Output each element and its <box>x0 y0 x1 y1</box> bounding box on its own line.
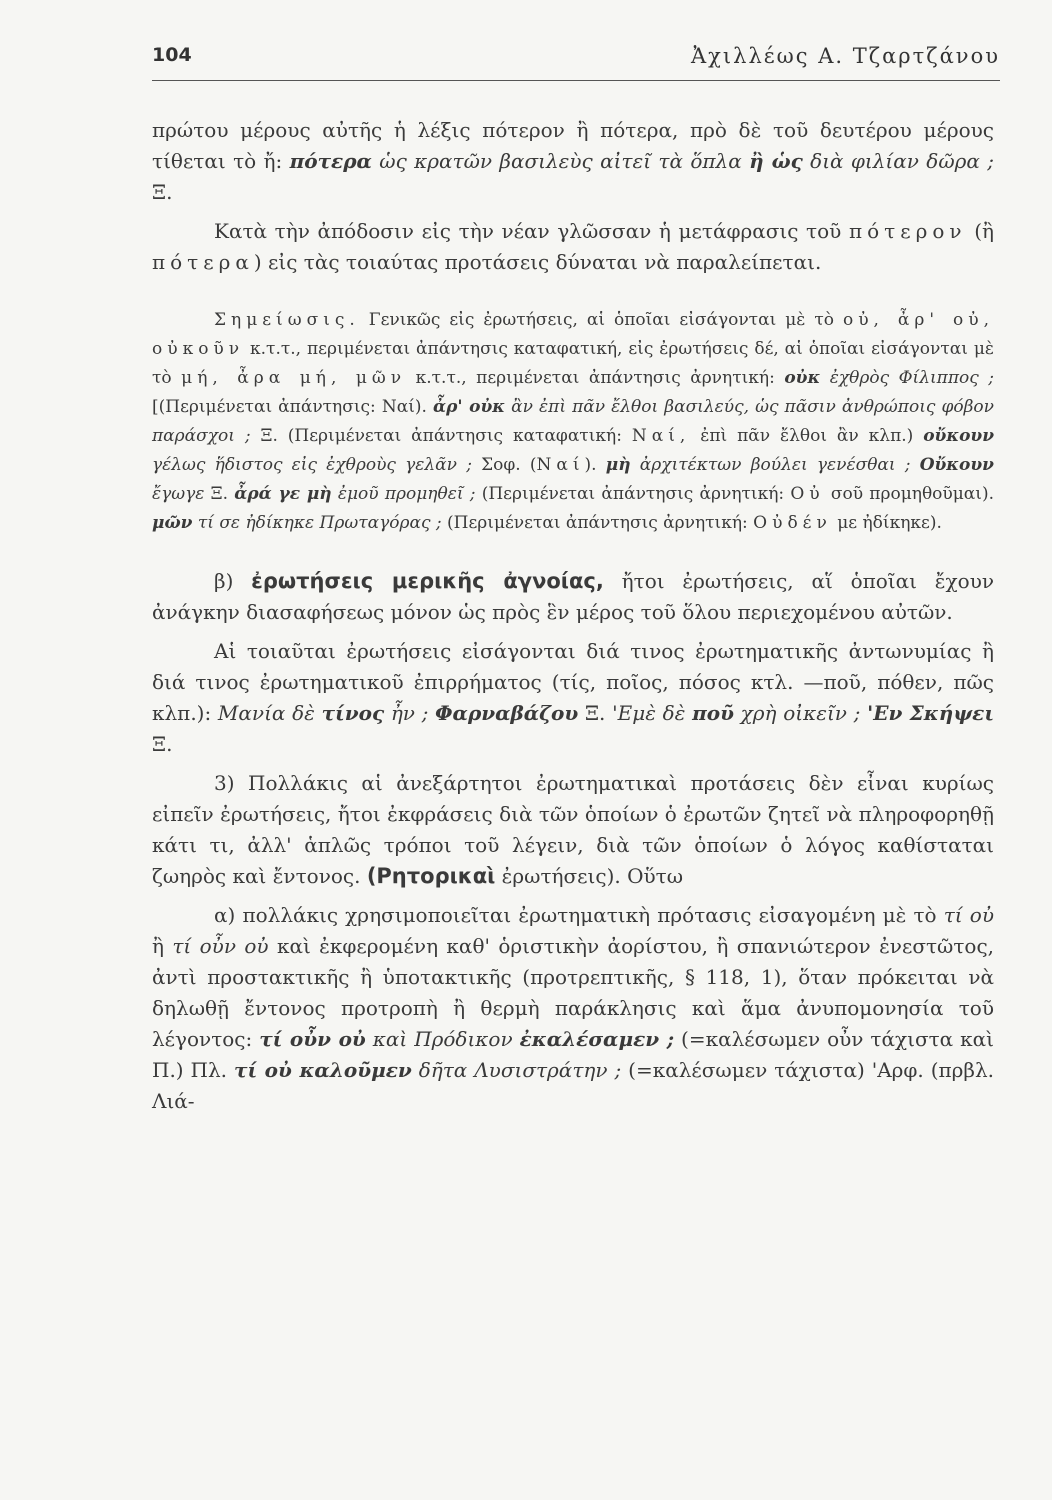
body-text <box>152 115 994 1117</box>
text-run: ἤτοι ἐρωτήσεις, αἵ ὁποῖαι ἔχουν ἀνάγκην διασαφήσεως μόνον ὡς πρὸς ἓν μέρος τοῦ ὅλου περιεχομένου αὐτῶν. <box>152 569 995 624</box>
text-run: κ.τ.τ., περιμένεται ἀπάντησις ἀρνητική: <box>406 368 785 388</box>
text-run: ἦν ; <box>384 701 436 725</box>
text-run: τί οὐ <box>943 903 994 927</box>
text-run: ἀρχιτέκτων βούλει γενέσθαι ; <box>630 455 920 475</box>
text-run: Οὐ <box>790 484 825 504</box>
text-run: κ.τ.τ., περιμένεται ἀπάντησις καταφατική, εἰς ἐρωτήσεις δέ, αἱ ὁποῖαι εἰσάγονται μὲ τὸ <box>152 339 994 388</box>
text-run: ἐχθρὸς Φίλιππος ; <box>820 368 994 388</box>
text-run: Ξ. <box>578 701 613 725</box>
text-run: τίνος <box>321 701 385 725</box>
text-run: ἐρωτήσεις). Οὕτω <box>495 864 684 888</box>
paragraph <box>152 636 994 760</box>
paragraph <box>152 768 994 892</box>
paragraph <box>152 566 994 628</box>
text-run: τί σε ἠδίκηκε Πρωταγόρας ; <box>192 513 448 533</box>
text-run: Φαρναβάζου <box>435 701 579 725</box>
text-run: 3) Πολλάκις αἱ ἀνεξάρτητοι ἐρωτηματικαὶ προτάσεις δὲν εἶναι κυρίως εἰπεῖν ἐρωτήσεις, ἤτοι ἐκφράσεις διὰ τῶν ὁποίων ὁ ἐρωτῶν ζητεῖ νὰ πληροφορηθῇ κάτι τι, ἀλλ' ἁπλῶς τρόποι τοῦ λέγειν, διὰ τῶν ὁποίων ὁ λόγος καθίσταται ζωηρὸς καὶ ἔντονος. <box>152 771 994 888</box>
text-run: οὐ, ἆρ' οὐ, οὐκοῦν <box>152 310 995 359</box>
text-run: με ἠδίκηκε). <box>831 513 942 533</box>
text-run: ἢ <box>152 934 173 958</box>
text-run: ποῦ <box>692 701 734 725</box>
paragraph <box>152 115 994 208</box>
text-run: οὐκ <box>784 368 821 388</box>
text-run: ὡς κρατῶν βασιλεὺς αἰτεῖ τὰ ὅπλα <box>371 149 750 173</box>
text-run: καὶ ἐκφερομένη καθ' ὁριστικὴν ἀορίστου, ἢ σπανιώτερον ἐνεστῶτος, ἀντὶ προστακτικῆς ἢ ὑποτακτικῆς (προτρεπτικῆς, § 118, 1), ὅταν πρόκειται νὰ δηλωθῇ ἔντονος προτροπὴ ἢ θερμὴ παράκλησις καὶ ἅμα ἀνυπομονησία τοῦ λέγοντος: <box>152 934 995 1051</box>
text-run: ἢ ὡς <box>749 149 803 173</box>
running-title: Ἀχιλλέως Α. Τζαρτζάνου <box>691 44 1000 68</box>
text-run: Σοφ. ( <box>481 455 537 475</box>
text-run: ἐκαλέσαμεν ; <box>519 1027 675 1051</box>
note-paragraph <box>152 306 994 538</box>
text-run: ἆρ' οὐκ <box>432 397 506 417</box>
text-run: ἔγωγε <box>152 484 211 504</box>
paragraph <box>152 216 994 278</box>
text-run: Οὔκουν <box>919 455 994 475</box>
text-run: ). <box>584 455 606 475</box>
text-run: ) εἰς τὰς τοιαύτας προτάσεις δύναται νὰ παραλείπεται. <box>253 250 822 274</box>
text-run: (=καλέσωμεν τάχιστα) 'Αρφ. (πρβλ. Λιά- <box>152 1058 995 1113</box>
text-run: πότερα <box>152 250 254 274</box>
text-run: μή, ἆρα μή, μῶν <box>181 368 407 388</box>
text-run: Ναί <box>536 455 585 475</box>
text-run: ἂν ἐπὶ πᾶν ἔλθοι βασιλεύς, ὡς πᾶσιν ἀνθρώποις φόβον παράσχοι ; <box>152 397 995 446</box>
text-run: α) πολλάκις χρησιμοποιεῖται ἐρωτηματικὴ πρότασις εἰσαγομένη μὲ τὸ <box>214 903 944 927</box>
text-run: 'Εν Σκήψει <box>867 701 994 725</box>
text-run: Γενικῶς εἰς ἐρωτήσεις, αἱ ὁποῖαι εἰσάγονται μὲ τὸ <box>359 310 843 330</box>
text-run: β) <box>214 569 252 593</box>
text-run: τί οὖν οὐ <box>172 934 269 958</box>
text-run: οὔκουν <box>923 426 995 446</box>
text-run: (Περιμένεται ἀπάντησις ἀρνητική: <box>447 513 754 533</box>
text-run: δῆτα Λυσιστράτην ; <box>411 1058 629 1082</box>
text-run: μῶν <box>152 513 193 533</box>
text-run: Ξ. <box>152 732 173 756</box>
text-run: (Περιμένεται ἀπάντησις ἀρνητική: <box>481 484 791 504</box>
text-run: πότερον <box>848 219 967 243</box>
text-run: μὴ <box>605 455 631 475</box>
text-run: Ξ. <box>210 484 235 504</box>
text-run: γέλως ἥδιστος εἰς ἐχθροὺς γελᾶν ; <box>152 455 482 475</box>
text-run: (ἢ <box>966 219 994 243</box>
text-run: πρώτου μέρους αὐτῆς ἡ λέξις πότερον ἢ πότερα, πρὸ δὲ τοῦ δευτέρου μέρους τίθεται τὸ ἤ: <box>152 118 994 173</box>
text-run: ἐρωτήσεις μερικῆς ἀγνοίας, <box>251 569 604 593</box>
text-run: Ξ. <box>152 180 173 204</box>
text-run: τί οὖν οὐ <box>259 1027 366 1051</box>
text-run: τί οὐ καλοῦμεν <box>233 1058 412 1082</box>
text-run: (=καλέσωμεν οὖν τάχιστα καὶ Π.) Πλ. <box>152 1027 994 1082</box>
text-run: καὶ Πρόδικον <box>365 1027 520 1051</box>
text-run: 'Εμὲ δὲ <box>612 701 693 725</box>
text-run: Αἱ τοιαῦται ἐρωτήσεις εἰσάγονται διά τινος ἐρωτηματικῆς ἀντωνυμίας ἢ διά τινος ἐρωτηματικοῦ ἐπιρρήματος (τίς, ποῖος, πόσος κτλ. —ποῦ, πόθεν, πῶς κλπ.): <box>152 639 994 725</box>
text-run: Κατὰ τὴν ἀπόδοσιν εἰς τὴν νέαν γλῶσσαν ἡ μετάφρασις τοῦ <box>214 219 849 243</box>
text-run: ἐμοῦ προμηθεῖ ; <box>331 484 482 504</box>
text-run: σοῦ προμηθοῦμαι). <box>824 484 994 504</box>
paragraph <box>152 900 994 1117</box>
text-run: Σημείωσις. <box>214 310 360 330</box>
text-run: ἐπὶ πᾶν ἔλθοι ἂν κλπ.) <box>690 426 924 446</box>
page-number: 104 <box>152 44 192 66</box>
text-run: Οὐδέν <box>753 513 832 533</box>
text-run: ἆρά γε μὴ <box>234 484 332 504</box>
text-run: Ναί, <box>631 426 691 446</box>
text-run: (Ρητορικαὶ <box>366 864 496 888</box>
text-run: διὰ φιλίαν δῶρα ; <box>802 149 994 173</box>
text-run: Μανία δὲ <box>217 701 322 725</box>
text-run: πότερα <box>289 149 372 173</box>
page-header <box>152 40 1000 81</box>
text-run: χρὴ οἰκεῖν ; <box>733 701 868 725</box>
text-run: Ξ. (Περιμένεται ἀπάντησις καταφατική: <box>260 426 632 446</box>
text-run: [(Περιμένεται ἀπάντησις: Ναί). <box>152 397 433 417</box>
